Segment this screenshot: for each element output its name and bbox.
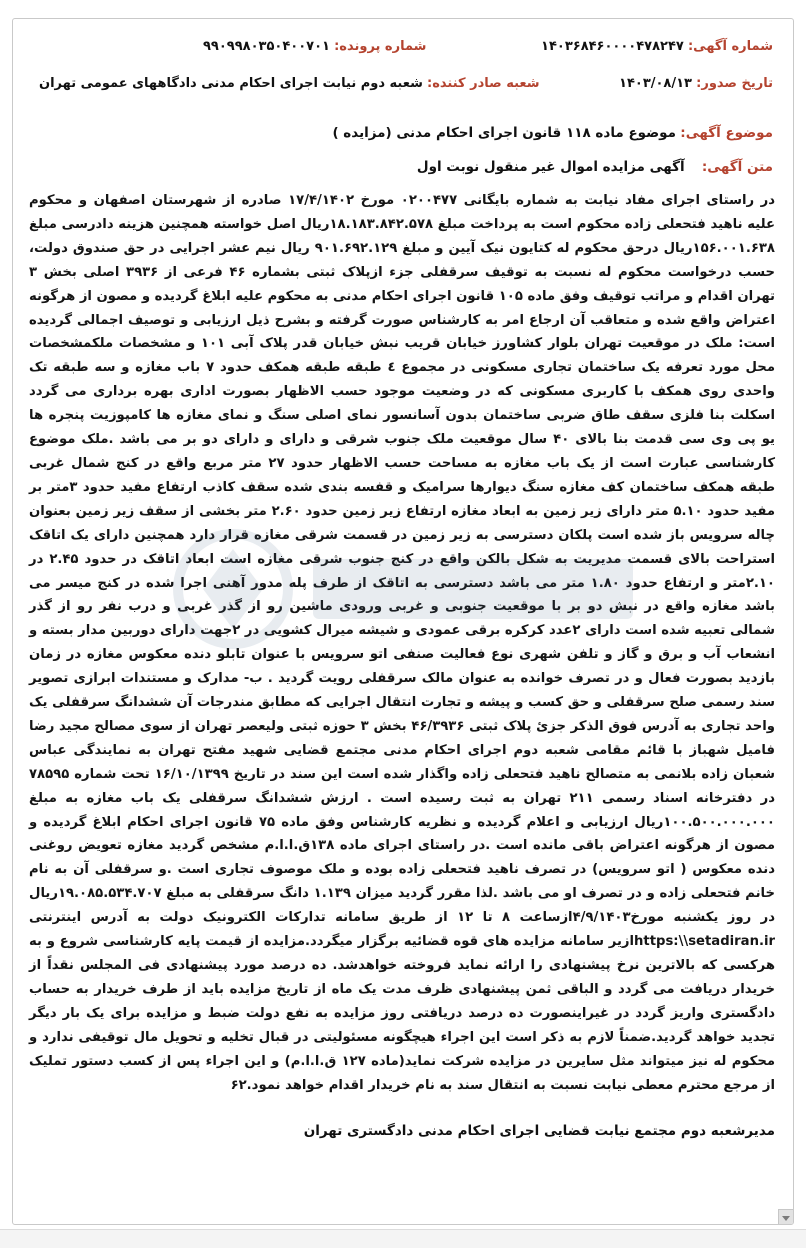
issuer-row	[39, 76, 540, 91]
issuer: شعبه دوم نیابت اجرای احکام مدنی دادگاههای عمومی تهران	[39, 76, 423, 91]
subject-label: موضوع آگهی:	[680, 125, 773, 141]
issue-date-label: تاریخ صدور:	[696, 76, 773, 91]
case-number-label: شماره پرونده:	[334, 39, 427, 54]
issue-date-row	[619, 76, 773, 91]
case-number-row	[203, 39, 426, 54]
issuer-label: شعبه صادر کننده:	[427, 76, 540, 91]
notice-title: آگهی مزایده اموال غیر منقول نوبت اول	[416, 159, 685, 175]
title-label: متن آگهی:	[701, 159, 773, 175]
notice-panel	[12, 18, 794, 1225]
signature-line: مدیرشعبه دوم مجتمع نیابت قضایی اجرای احکام مدنی دادگستری تهران	[303, 1123, 775, 1139]
subject-value: موضوع ماده ۱۱۸ قانون اجرای احکام مدنی (مزایده )	[332, 125, 676, 141]
notice-number: ۱۴۰۳۶۸۴۶۰۰۰۰۴۷۸۲۴۷	[541, 39, 684, 54]
notice-body: در راستای اجرای مفاد نیابت به شماره بایگانی ۰۲۰۰۴۷۷ مورخ ۱۷/۴/۱۴۰۲ صادره از شهرستان اصفهان و محکوم علیه ناهید فتحعلی زاده محکوم است به پرداخت مبلغ ۱۸.۱۸۳.۸۴۲.۵۷۸ریال اصل خواسته همچنین هزینه دادرسی مبلغ ۱۵۶.۰۰۱.۶۳۸ریال درحق محکوم له کتایون نیک آیین و مبلغ ۹۰۱.۶۹۲.۱۲۹ ریال نیم عشر اجرایی در حق صندوق دولت، حسب درخواست محکوم له نسبت به توقیف سرقفلی جزء ازپلاک ثبتی بشماره ۴۶ فرعی از ۳۹۳۶ اصلی بخش ۳ تهران اقدام و مراتب توقیف وفق ماده ۱۰۵ قانون اجرای احکام مدنی به محکوم علیه ابلاغ گردیده و مصون از هرگونه اعتراض واقع شده و متعاقب آن ارجاع امر به کارشناس صورت گرفته و بشرح ذیل ارزیابی و توصیف اجمالی گردیده است: ملک در موقعیت تهران بلوار کشاورز خیابان قریب نبش خیابان قدر پلاک آبی ۱۰۱ و مشخصات ملکمشخصات محل مورد تعرفه یک ساختمان تجاری مسکونی در مجموع ٤ طبقه طبقه همکف حدود ۷ باب مغازه و سه طبقه تک واحدی روی همکف با کاربری مسکونی که در وضعیت موجود حسب الاظهار بصورت اداری بهره برداری می گردد اسکلت بنا فلزی سقف طاق ضربی ساختمان بدون آسانسور نمای اصلی سنگ و نمای مغازه ها کامپوزیت پنجره ها یو پی وی سی قدمت بنا بالای ۴۰ سال موقعیت ملک جنوب شرقی و دارای و دارای دو بر می باشد .ملک موضوع کارشناسی عبارت است از یک باب مغازه به مساحت حسب الاظهار حدود ۲۷ متر مربع واقع در کنج شمال غربی طبقه همکف ساختمان کف مغازه سنگ دیوارها سرامیک و قفسه بندی شده سقف کاذب ارتفاع مفید حدود ۳متر بر مفید حدود ۵.۱۰ متر دارای زیر زمین به ابعاد مغازه ارتفاع زیر زمین حدود ۲.۶۰ متر بخشی از سقف زیر زمین بعنوان چاله سرویس باز شده است پلکان دسترسی به زیر زمین در قسمت شرقی مغازه قرار دارد همچنین دارای یک اتاقک استراحت بالای قسمت مدیریت به شکل بالکن واقع در کنج جنوب شرقی مغازه است ابعاد اتاقک در حدود ۲.۴۵ در ۲.۱۰متر و ارتفاع حدود ۱.۸۰ متر می باشد دسترسی به اتاقک از طرف پله مدور آهنی اجرا شده در کنج میسر می باشد مغازه واقع در نبش دو بر با موقعیت جنوبی و غربی ورودی ماشین رو از گذر غربی و درب نفر رو از گذر شمالی تعبیه شده است دارای ۲عدد کرکره برقی عمودی و شیشه میرال کشویی در ۲جهت دارای دوربین مدار بسته و انشعاب آب و برق و گاز و تلفن شهری نوع فعالیت صنفی اتو سرویس با عنوان تابلو دنده معکوس مغازه در زمان بازدید بصورت فعال و در تصرف خوانده به عنوان مالک سرقفلی رویت گردید . ب- مدارک و مستندات ابرازی تصویر سند رسمی صلح سرقفلی و حق کسب و پیشه و تجارت انتقال اجرایی که مطابق مندرجات آن ششدانگ سرقفلی یک واحد تجاری به آدرس فوق الذکر جزئ پلاک ثبتی ۴۶/۳۹۳۶ بخش ۳ حوزه ثبتی ولیعصر تهران از سوی مصالح مجید رضا فامیل شهباز با قائم مقامی شعبه دوم اجرای احکام مدنی مجتمع قضایی شهید مفتح تهران به نمایندگی عباس شعبان زاده بلانمی به متصالح ناهید فتحعلی زاده واگذار شده است این سند در تاریخ ۱۶/۱۰/۱۳۹۹ تحت شماره ۷۸۵۹۵ در دفترخانه اسناد رسمی ۲۱۱ تهران به ثبت رسیده است . ارزش ششدانگ سرقفلی یک باب مغازه به مبلغ ۱۰۰.۵۰۰.۰۰۰.۰۰۰ریال ارزیابی و اعلام گردیده و نظریه کارشناس وفق ماده ۷۵ قانون اجرای احکام ابلاغ گردیده و مصون از هرگونه اعتراض باقی مانده است .در راستای اجرای ماده ۱۳۸ق.ا.ا.م مشخص گردید مغازه تعویض روغنی دنده معکوس ( اتو سرویس) در تصرف ناهید فتحعلی زاده بوده و ملک موصوف تجاری است .و سرقفلی آن به نام خانم فتحعلی زاده و در تصرف او می باشد .لذا مقرر گردید میزان ۱.۱۳۹ دانگ سرقفلی به مبلغ ۱۹.۰۸۵.۵۳۴.۷۰۷ریال در روز یکشنبه مورخ۴/۹/۱۴۰۳ازساعت ۸ تا ۱۲ از طریق سامانه تدارکات الکترونیک دولت به آدرس اینترنتی https:\\setadiran.irازیر سامانه مزایده های قوه قضائیه برگزار میگردد.مزایده از قیمت پایه کارشناسی شروع و به هرکسی که بالاترین نرخ پیشنهادی را ارائه نماید فروخته خواهدشد. ده درصد مورد پیشنهادی فی المجلس نقداً از خریدار دریافت می گردد و الباقی ثمن پیشنهادی ظرف مدت یک ماه از تاریخ مزایده باید از طرف خریدار به حساب دادگستری واریز گردد در غیراینصورت ده درصد دریافتی روز مزایده به نفع دولت ضبط و مزایده برای یک بار دیگر تجدید خواهد گردید.ضمناً لازم به ذکر است این اجراء هیچگونه مسئولیتی در قبال تخلیه و تحویل مال توقیفی ندارد و محکوم له نیز میتواند مثل سایرین در مزایده شرکت نماید(ماده ۱۲۷ ق.ا.ا.م) و این اجراء پس از کسب دستور تملیک از مرجع محترم معطی نیابت نسبت به انتقال سند به نام خریدار اقدام خواهد نمود.۶۲	[29, 193, 776, 1093]
issue-date: ۱۴۰۳/۰۸/۱۳	[619, 76, 692, 91]
case-number: ۹۹۰۹۹۸۰۳۵۰۴۰۰۷۰۱	[203, 39, 330, 54]
resize-handle[interactable]	[778, 1209, 793, 1224]
notice-number-label: شماره آگهی:	[687, 39, 773, 54]
page-bottom-bar	[0, 1229, 806, 1248]
chevron-down-icon	[782, 1216, 790, 1221]
notice-number-row	[541, 39, 773, 54]
title-row	[417, 159, 773, 175]
subject-row	[332, 125, 773, 141]
